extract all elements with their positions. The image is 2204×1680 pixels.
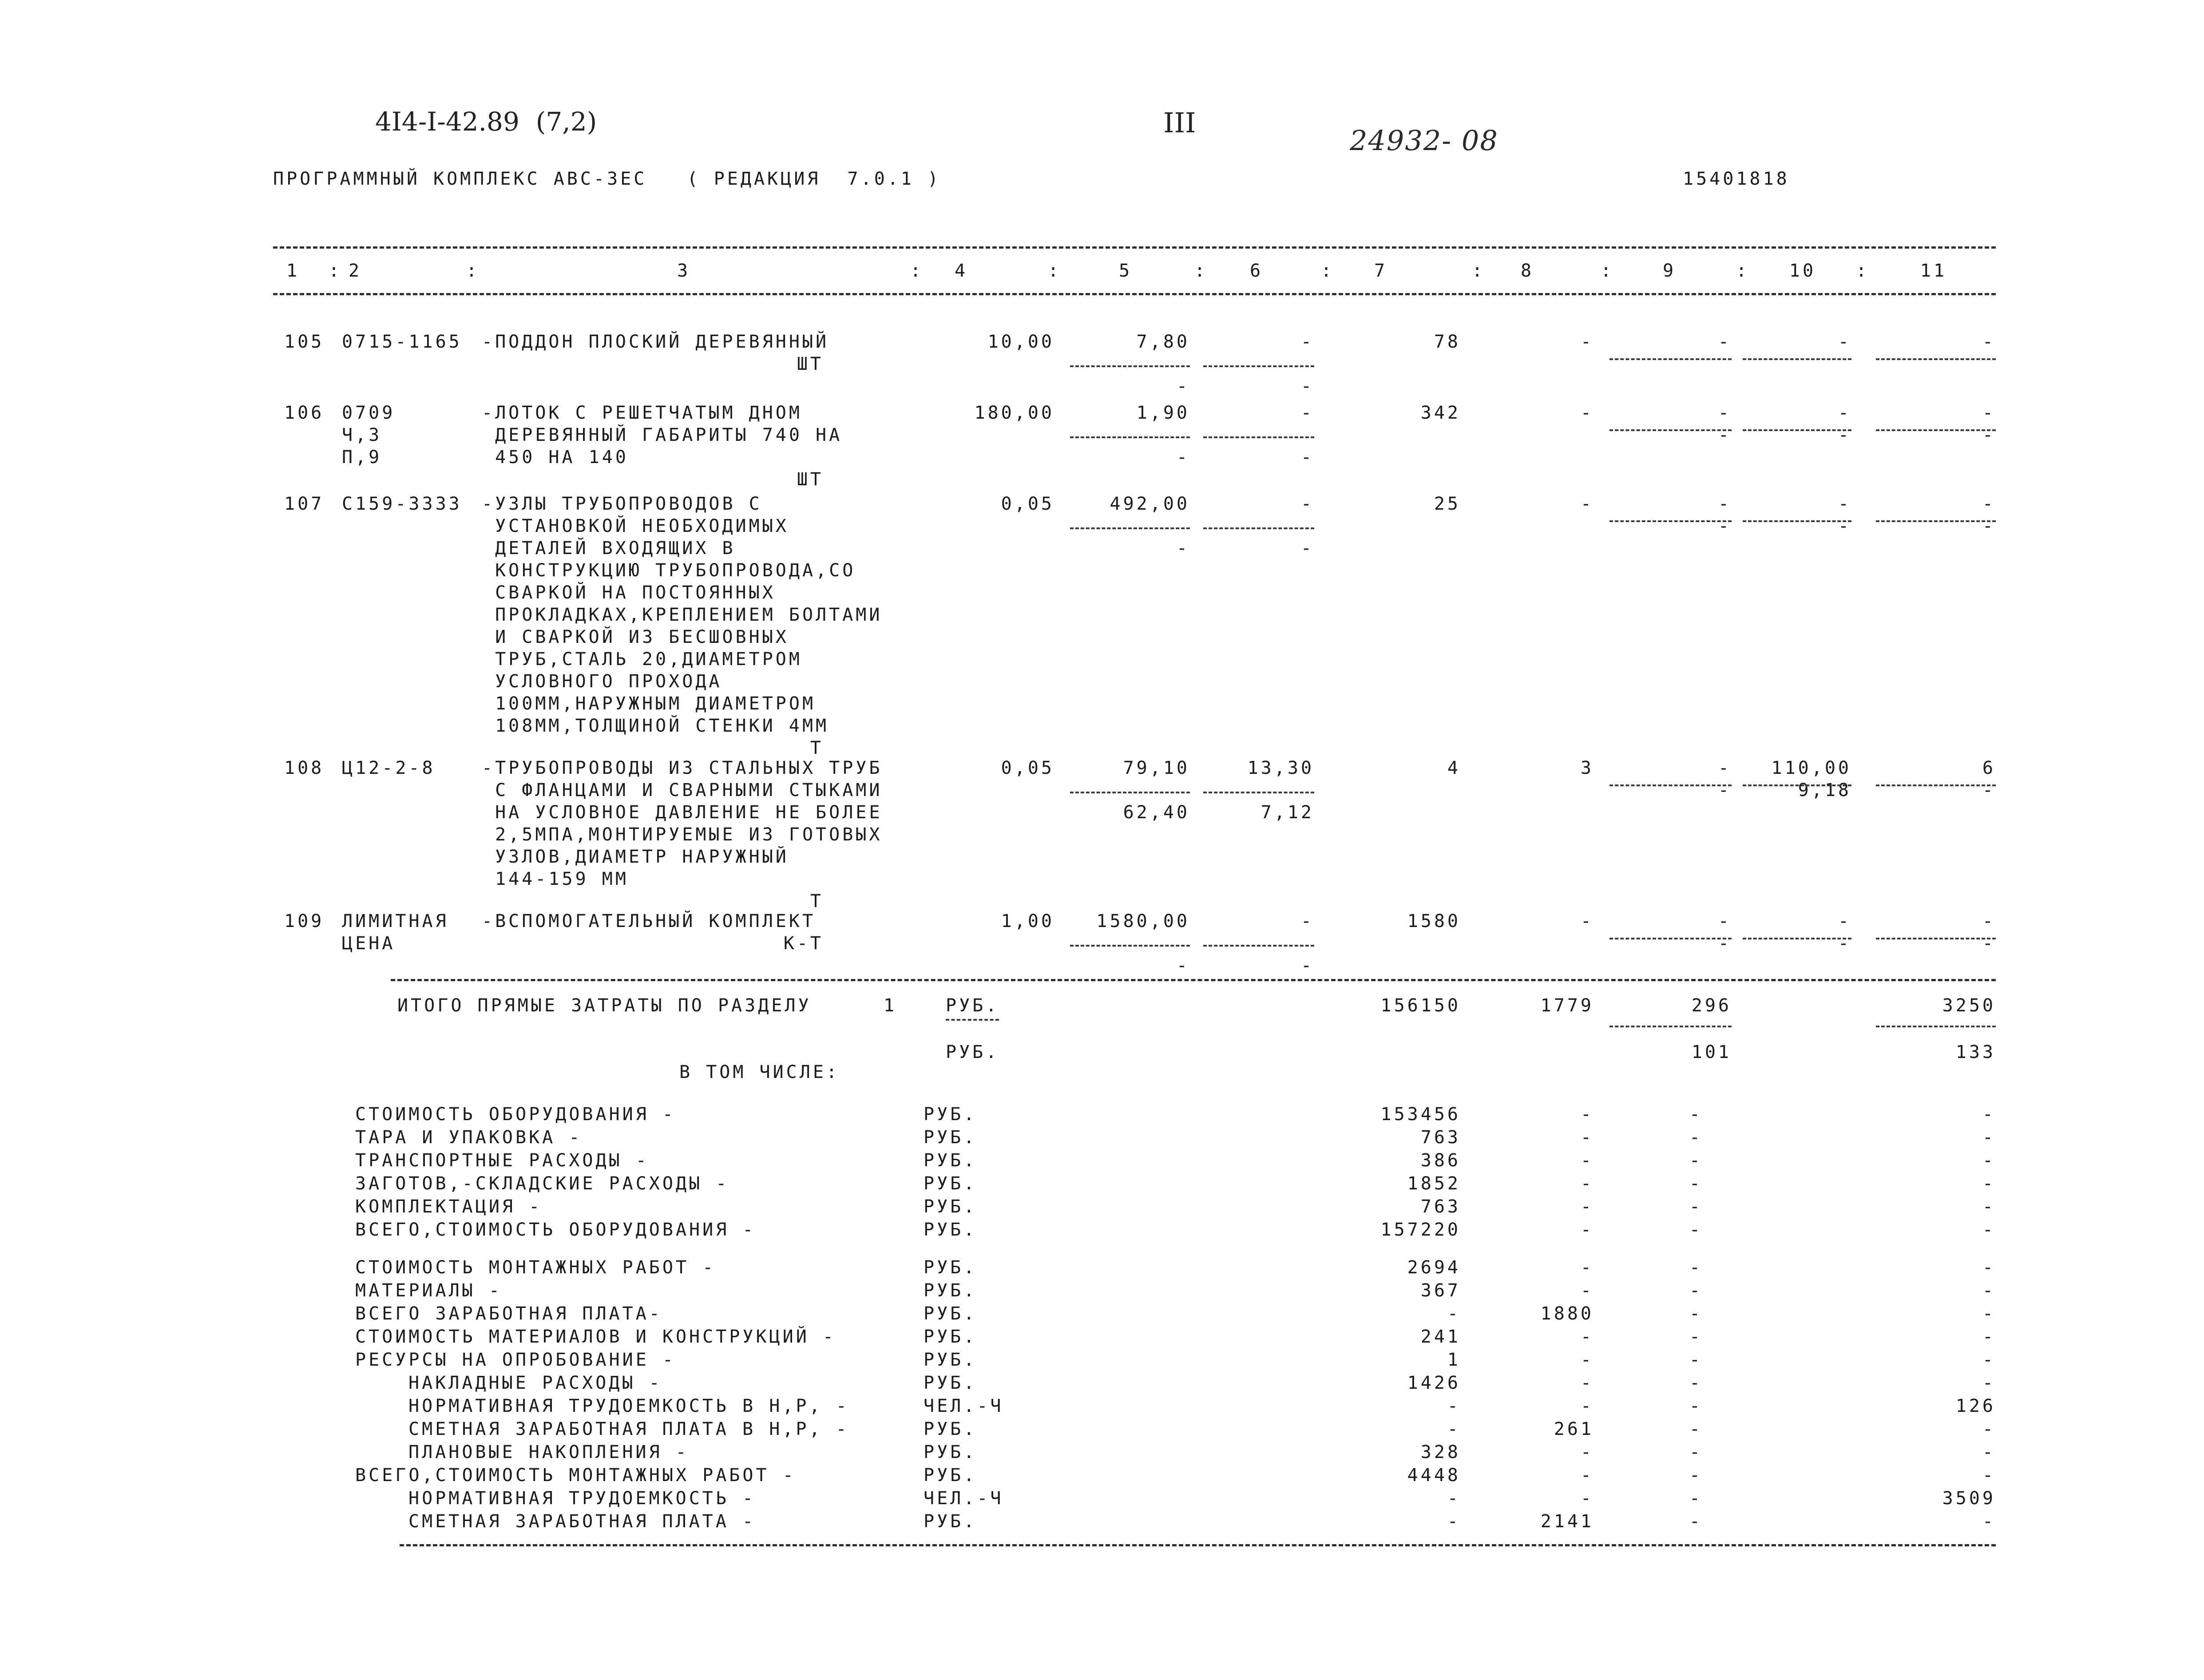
row-col6-bottom: - (1300, 447, 1314, 468)
summary-unit: РУБ. (924, 1104, 977, 1125)
summary-label: ЗАГОТОВ,-СКЛАДСКИЕ РАСХОДЫ - (355, 1173, 729, 1194)
table-bottom-rule (400, 1544, 1996, 1546)
column-number-header: 8 (1520, 261, 1534, 281)
summary-col8: - (1580, 1327, 1594, 1347)
row-col10-top: - (1838, 494, 1851, 514)
summary-col11: - (1982, 1127, 1996, 1148)
row-quantity: 180,00 (974, 403, 1054, 423)
summary-col8: - (1580, 1257, 1594, 1278)
row-name-line: -УЗЛЫ ТРУБОПРОВОДОВ С (482, 494, 762, 514)
summary-col8: - (1580, 1488, 1594, 1509)
summary-col11: - (1982, 1197, 1996, 1217)
document-code: 4I4-I-42.89 (7,2) (375, 107, 597, 137)
totals-col11-top: 3250 (1942, 995, 1996, 1016)
row-name-line: СВАРКОЙ НА ПОСТОЯННЫХ (482, 582, 776, 603)
summary-col7: 1 (1447, 1350, 1461, 1370)
row-quantity: 10,00 (987, 332, 1054, 352)
summary-unit: РУБ. (924, 1442, 977, 1462)
row-wage-total: - (1580, 332, 1594, 352)
row-col11-bottom: - (1982, 780, 1996, 800)
summary-col9: - (1689, 1488, 1703, 1509)
row-col9-bottom: - (1718, 425, 1732, 445)
row-name-line: ПРОКЛАДКАХ,КРЕПЛЕНИЕМ БОЛТАМИ (482, 605, 883, 625)
row-name-line: 100ММ,НАРУЖНЫМ ДИАМЕТРОМ (482, 693, 816, 714)
row-unit: Т (810, 891, 824, 911)
summary-col8: - (1580, 1197, 1594, 1217)
summary-col11: - (1982, 1442, 1996, 1462)
document-id: 15401818 (1683, 169, 1790, 189)
col11-split-rule (1876, 938, 1996, 939)
summary-col8: 2141 (1540, 1511, 1594, 1532)
summary-label: ВСЕГО,СТОИМОСТЬ МОНТАЖНЫХ РАБОТ - (355, 1465, 796, 1486)
row-number: 106 (284, 403, 325, 423)
summary-label: МАТЕРИАЛЫ - (355, 1280, 502, 1301)
summary-col9: - (1689, 1442, 1703, 1462)
row-code: С159-3333 (342, 494, 462, 514)
totals-col9-bottom: 101 (1691, 1042, 1732, 1062)
summary-col7: - (1447, 1488, 1461, 1509)
row-name-line: -ЛОТОК С РЕШЕТЧАТЫМ ДНОМ (482, 403, 802, 423)
row-wage-total: - (1580, 403, 1594, 423)
summary-label: НАКЛАДНЫЕ РАСХОДЫ - (408, 1373, 662, 1393)
summary-col9: - (1689, 1257, 1703, 1278)
summary-col7: 1852 (1407, 1173, 1461, 1194)
summary-label: СТОИМОСТЬ МОНТАЖНЫХ РАБОТ - (355, 1257, 716, 1278)
totals-unit-wage: РУБ. (946, 1042, 999, 1062)
price-split-rule (1070, 527, 1190, 529)
row-col11-top: - (1982, 911, 1996, 931)
row-col11-bottom: - (1982, 516, 1996, 536)
summary-label: НОРМАТИВНАЯ ТРУДОЕМКОСТЬ - (408, 1488, 756, 1509)
summary-col9: - (1689, 1150, 1703, 1171)
summary-col8: - (1580, 1280, 1594, 1301)
row-col9-top: - (1718, 403, 1732, 423)
row-col9-top: - (1718, 494, 1732, 514)
summary-col9: - (1689, 1465, 1703, 1486)
row-name-line: 144-159 ММ (482, 869, 629, 889)
summary-label: НОРМАТИВНАЯ ТРУДОЕМКОСТЬ В Н,Р, - (408, 1396, 849, 1416)
column-number-header: 7 (1374, 261, 1388, 281)
column-separator: : (1048, 261, 1062, 281)
row-wage-total: - (1580, 494, 1594, 514)
row-col6-bottom: - (1300, 376, 1314, 396)
row-name-line: 2,5МПА,МОНТИРУЕМЫЕ ИЗ ГОТОВЫХ (482, 824, 883, 845)
col9-split-rule (1609, 520, 1732, 522)
row-name-line: 450 НА 140 (482, 447, 629, 468)
col9-split-rule (1609, 785, 1732, 786)
summary-col7: 1426 (1407, 1373, 1461, 1393)
column-separator: : (329, 261, 342, 281)
column-number-header: 3 (677, 261, 691, 281)
row-col11-top: - (1982, 494, 1996, 514)
col11-split-rule (1876, 785, 1996, 786)
row-col9-bottom: - (1718, 933, 1732, 954)
totals-col9-top: 296 (1691, 995, 1732, 1016)
summary-unit: РУБ. (924, 1327, 977, 1347)
summary-col8: - (1580, 1104, 1594, 1125)
row-code: Ч,3 (342, 425, 382, 445)
summary-unit: РУБ. (924, 1304, 977, 1324)
summary-label: СМЕТНАЯ ЗАРАБОТНАЯ ПЛАТА - (408, 1511, 756, 1532)
summary-label: РЕСУРСЫ НА ОПРОБОВАНИЕ - (355, 1350, 676, 1370)
row-quantity: 0,05 (1001, 494, 1054, 514)
summary-label: ТРАНСПОРТНЫЕ РАСХОДЫ - (355, 1150, 649, 1171)
price-split-rule (1070, 365, 1190, 367)
row-col9-bottom: - (1718, 516, 1732, 536)
row-col10-bottom: - (1838, 425, 1851, 445)
column-number-header: 11 (1920, 261, 1947, 281)
summary-unit: РУБ. (924, 1173, 977, 1194)
row-name-line: УСЛОВНОГО ПРОХОДА (482, 671, 722, 692)
row-unit-price: 492,00 (1110, 494, 1190, 514)
summary-col9: - (1689, 1197, 1703, 1217)
summary-unit: РУБ. (924, 1373, 977, 1393)
row-name-line: -ТРУБОПРОВОДЫ ИЗ СТАЛЬНЫХ ТРУБ (482, 758, 883, 778)
summary-unit: РУБ. (924, 1280, 977, 1301)
column-separator: : (1194, 261, 1208, 281)
totals-section-number: 1 (884, 995, 897, 1016)
row-name-line: ТРУБ,СТАЛЬ 20,ДИАМЕТРОМ (482, 649, 802, 670)
row-col11-bottom: - (1982, 425, 1996, 445)
summary-col9: - (1689, 1350, 1703, 1370)
summary-col8: 261 (1554, 1419, 1594, 1439)
totals-top-rule (391, 979, 1996, 981)
col6-split-rule (1203, 945, 1314, 947)
row-unit: ШТ (797, 354, 824, 374)
summary-unit: РУБ. (924, 1465, 977, 1486)
row-col6-bottom: - (1300, 955, 1314, 976)
row-name-line: КОНСТРУКЦИЮ ТРУБОПРОВОДА,СО (482, 560, 856, 581)
row-unit-price-wage: - (1176, 955, 1190, 976)
totals-col9-rule (1609, 1026, 1732, 1027)
row-total: 78 (1434, 332, 1461, 352)
summary-col9: - (1689, 1173, 1703, 1194)
row-col6-top: - (1300, 911, 1314, 931)
row-number: 107 (284, 494, 325, 514)
page-number: III (1163, 107, 1196, 139)
summary-label: ВСЕГО ЗАРАБОТНАЯ ПЛАТА- (355, 1304, 662, 1324)
row-col10-bottom: 9,18 (1798, 780, 1851, 800)
summary-col11: - (1982, 1373, 1996, 1393)
totals-direct-cost: 156150 (1380, 995, 1461, 1016)
program-title: ПРОГРАММНЫЙ КОМПЛЕКС АВС-3ЕС ( РЕДАКЦИЯ 7.0.1 ) (273, 169, 941, 189)
column-number-header: 10 (1789, 261, 1816, 281)
summary-col7: 328 (1420, 1442, 1461, 1462)
totals-unit: РУБ. (946, 995, 999, 1016)
row-unit-price-wage: - (1176, 376, 1190, 396)
row-number: 105 (284, 332, 325, 352)
price-split-rule (1070, 436, 1190, 438)
row-col6-bottom: - (1300, 538, 1314, 559)
summary-col7: 2694 (1407, 1257, 1461, 1278)
col9-split-rule (1609, 358, 1732, 360)
summary-unit: РУБ. (924, 1150, 977, 1171)
column-header-rule (273, 293, 1996, 295)
row-name-line: С ФЛАНЦАМИ И СВАРНЫМИ СТЫКАМИ (482, 780, 883, 800)
col6-split-rule (1203, 436, 1314, 438)
column-separator: : (1472, 261, 1486, 281)
summary-col11: - (1982, 1150, 1996, 1171)
row-col9-bottom: - (1718, 780, 1732, 800)
summary-col9: - (1689, 1304, 1703, 1324)
row-col6-top: 13,30 (1247, 758, 1314, 778)
summary-label: СМЕТНАЯ ЗАРАБОТНАЯ ПЛАТА В Н,Р, - (408, 1419, 849, 1439)
row-name-line: -ВСПОМОГАТЕЛЬНЫЙ КОМПЛЕКТ (482, 911, 816, 931)
summary-col8: - (1580, 1173, 1594, 1194)
column-separator: : (1736, 261, 1750, 281)
row-unit-price-wage: - (1176, 538, 1190, 559)
summary-col8: - (1580, 1220, 1594, 1240)
summary-unit: РУБ. (924, 1220, 977, 1240)
row-col9-top: - (1718, 332, 1732, 352)
summary-col9: - (1689, 1220, 1703, 1240)
col11-split-rule (1876, 429, 1996, 431)
row-unit-price: 1,90 (1136, 403, 1190, 423)
summary-col7: - (1447, 1511, 1461, 1532)
col10-split-rule (1743, 938, 1851, 939)
summary-col9: - (1689, 1511, 1703, 1532)
col11-split-rule (1876, 358, 1996, 360)
summary-col9: - (1689, 1127, 1703, 1148)
row-unit-price-wage: 62,40 (1123, 802, 1190, 823)
summary-col7: 153456 (1380, 1104, 1461, 1125)
summary-col9: - (1689, 1419, 1703, 1439)
column-separator: : (1601, 261, 1614, 281)
row-unit: Т (810, 738, 824, 758)
totals-unit-rule (946, 1019, 999, 1021)
column-number-header: 1 (286, 261, 300, 281)
summary-col7: 763 (1420, 1127, 1461, 1148)
column-separator: : (1856, 261, 1870, 281)
summary-label: ВСЕГО,СТОИМОСТЬ ОБОРУДОВАНИЯ - (355, 1220, 756, 1240)
row-unit-price-wage: - (1176, 447, 1190, 468)
summary-col11: - (1982, 1304, 1996, 1324)
row-name-line: И СВАРКОЙ ИЗ БЕСШОВНЫХ (482, 627, 789, 647)
row-wage-total: - (1580, 911, 1594, 931)
row-col11-top: - (1982, 332, 1996, 352)
summary-col7: 386 (1420, 1150, 1461, 1171)
summary-col9: - (1689, 1104, 1703, 1125)
col9-split-rule (1609, 429, 1732, 431)
row-col11-top: 6 (1982, 758, 1996, 778)
row-number: 109 (284, 911, 325, 931)
row-code: ЦЕНА (342, 933, 396, 954)
summary-col11: - (1982, 1280, 1996, 1301)
including-label: В ТОМ ЧИСЛЕ: (679, 1062, 840, 1082)
column-separator: : (1321, 261, 1335, 281)
price-split-rule (1070, 792, 1190, 793)
row-col10-top: - (1838, 403, 1851, 423)
summary-col8: 1880 (1540, 1304, 1594, 1324)
column-number-header: 5 (1118, 261, 1133, 281)
row-code: П,9 (342, 447, 382, 468)
summary-label: ТАРА И УПАКОВКА - (355, 1127, 583, 1148)
row-total: 1580 (1407, 911, 1461, 931)
summary-col7: - (1447, 1396, 1461, 1416)
col6-split-rule (1203, 365, 1314, 367)
row-col6-top: - (1300, 403, 1314, 423)
summary-unit: РУБ. (924, 1257, 977, 1278)
summary-col9: - (1689, 1373, 1703, 1393)
summary-col11: - (1982, 1350, 1996, 1370)
summary-col8: - (1580, 1150, 1594, 1171)
row-quantity: 1,00 (1001, 911, 1054, 931)
row-name-line: НА УСЛОВНОЕ ДАВЛЕНИЕ НЕ БОЛЕЕ (482, 802, 883, 823)
column-separator: : (910, 261, 924, 281)
summary-col8: - (1580, 1350, 1594, 1370)
summary-col8: - (1580, 1465, 1594, 1486)
row-col11-bottom: - (1982, 933, 1996, 954)
summary-col11: 126 (1955, 1396, 1996, 1416)
summary-col9: - (1689, 1396, 1703, 1416)
summary-unit: РУБ. (924, 1197, 977, 1217)
column-number-header: 2 (348, 261, 362, 281)
summary-col11: 3509 (1942, 1488, 1996, 1509)
summary-col8: - (1580, 1396, 1594, 1416)
totals-col11-rule (1876, 1026, 1996, 1027)
summary-label: КОМПЛЕКТАЦИЯ - (355, 1197, 543, 1217)
summary-col7: - (1447, 1304, 1461, 1324)
row-total: 25 (1434, 494, 1461, 514)
col6-split-rule (1203, 527, 1314, 529)
row-unit-price: 79,10 (1123, 758, 1190, 778)
row-name-line: 108ММ,ТОЛЩИНОЙ СТЕНКИ 4ММ (482, 716, 829, 736)
row-code: Ц12-2-8 (342, 758, 436, 778)
row-name-line: УСТАНОВКОЙ НЕОБХОДИМЫХ (482, 516, 789, 536)
row-col6-top: - (1300, 494, 1314, 514)
summary-col7: 367 (1420, 1280, 1461, 1301)
row-wage-total: 3 (1580, 758, 1594, 778)
row-col9-top: - (1718, 911, 1732, 931)
row-name-line: -ПОДДОН ПЛОСКИЙ ДЕРЕВЯННЫЙ (482, 332, 829, 352)
row-name-line: ДЕРЕВЯННЫЙ ГАБАРИТЫ 740 НА (482, 425, 843, 445)
summary-col11: - (1982, 1327, 1996, 1347)
col9-split-rule (1609, 938, 1732, 939)
row-unit: ШТ (797, 469, 824, 490)
price-split-rule (1070, 945, 1190, 947)
summary-unit: РУБ. (924, 1419, 977, 1439)
summary-label: ПЛАНОВЫЕ НАКОПЛЕНИЯ - (408, 1442, 689, 1462)
row-col9-top: - (1718, 758, 1732, 778)
column-number-header: 6 (1249, 261, 1264, 281)
table-top-rule (273, 246, 1996, 249)
row-unit-price: 7,80 (1136, 332, 1190, 352)
row-name-line: УЗЛОВ,ДИАМЕТР НАРУЖНЫЙ (482, 847, 789, 867)
totals-col11-bottom: 133 (1955, 1042, 1996, 1062)
summary-col11: - (1982, 1257, 1996, 1278)
summary-col8: - (1580, 1373, 1594, 1393)
summary-label: СТОИМОСТЬ МАТЕРИАЛОВ И КОНСТРУКЦИЙ - (355, 1327, 836, 1347)
row-number: 108 (284, 758, 325, 778)
totals-wage: 1779 (1540, 995, 1594, 1016)
summary-col7: - (1447, 1419, 1461, 1439)
summary-col7: 157220 (1380, 1220, 1461, 1240)
summary-col8: - (1580, 1127, 1594, 1148)
row-col6-top: - (1300, 332, 1314, 352)
summary-col9: - (1689, 1327, 1703, 1347)
col11-split-rule (1876, 520, 1996, 522)
summary-col7: 763 (1420, 1197, 1461, 1217)
row-col10-bottom: - (1838, 933, 1851, 954)
summary-col11: - (1982, 1104, 1996, 1125)
summary-unit: ЧЕЛ.-Ч (924, 1396, 1004, 1416)
column-number-header: 9 (1662, 261, 1677, 281)
summary-label: СТОИМОСТЬ ОБОРУДОВАНИЯ - (355, 1104, 676, 1125)
row-code: 0709 (342, 403, 396, 423)
row-col10-top: 110,00 (1771, 758, 1851, 778)
summary-col11: - (1982, 1220, 1996, 1240)
col10-split-rule (1743, 429, 1851, 431)
summary-col11: - (1982, 1465, 1996, 1486)
row-name-line: ДЕТАЛЕЙ ВХОДЯЩИХ В (482, 538, 736, 559)
row-col11-top: - (1982, 403, 1996, 423)
column-separator: : (466, 261, 480, 281)
col6-split-rule (1203, 792, 1314, 793)
row-unit-price: 1580,00 (1096, 911, 1190, 931)
row-total: 342 (1420, 403, 1461, 423)
summary-col11: - (1982, 1511, 1996, 1532)
col10-split-rule (1743, 520, 1851, 522)
summary-unit: ЧЕЛ.-Ч (924, 1488, 1004, 1509)
col10-split-rule (1743, 785, 1851, 786)
row-unit: К-Т (783, 933, 824, 954)
row-col10-top: - (1838, 332, 1851, 352)
row-col10-top: - (1838, 911, 1851, 931)
row-quantity: 0,05 (1001, 758, 1054, 778)
row-code: 0715-1165 (342, 332, 462, 352)
row-col6-bottom: 7,12 (1261, 802, 1314, 823)
summary-col7: 241 (1420, 1327, 1461, 1347)
col10-split-rule (1743, 358, 1851, 360)
summary-col8: - (1580, 1442, 1594, 1462)
row-col10-bottom: - (1838, 516, 1851, 536)
summary-unit: РУБ. (924, 1511, 977, 1532)
totals-label: ИТОГО ПРЯМЫЕ ЗАТРАТЫ ПО РАЗДЕЛУ (397, 995, 812, 1016)
summary-unit: РУБ. (924, 1127, 977, 1148)
summary-col11: - (1982, 1419, 1996, 1439)
summary-unit: РУБ. (924, 1350, 977, 1370)
summary-col11: - (1982, 1173, 1996, 1194)
handwritten-stamp-number: 24932- 08 (1350, 124, 1498, 157)
summary-col7: 4448 (1407, 1465, 1461, 1486)
summary-col9: - (1689, 1280, 1703, 1301)
row-total: 4 (1447, 758, 1461, 778)
column-number-header: 4 (954, 261, 968, 281)
row-code: ЛИМИТНАЯ (342, 911, 449, 931)
